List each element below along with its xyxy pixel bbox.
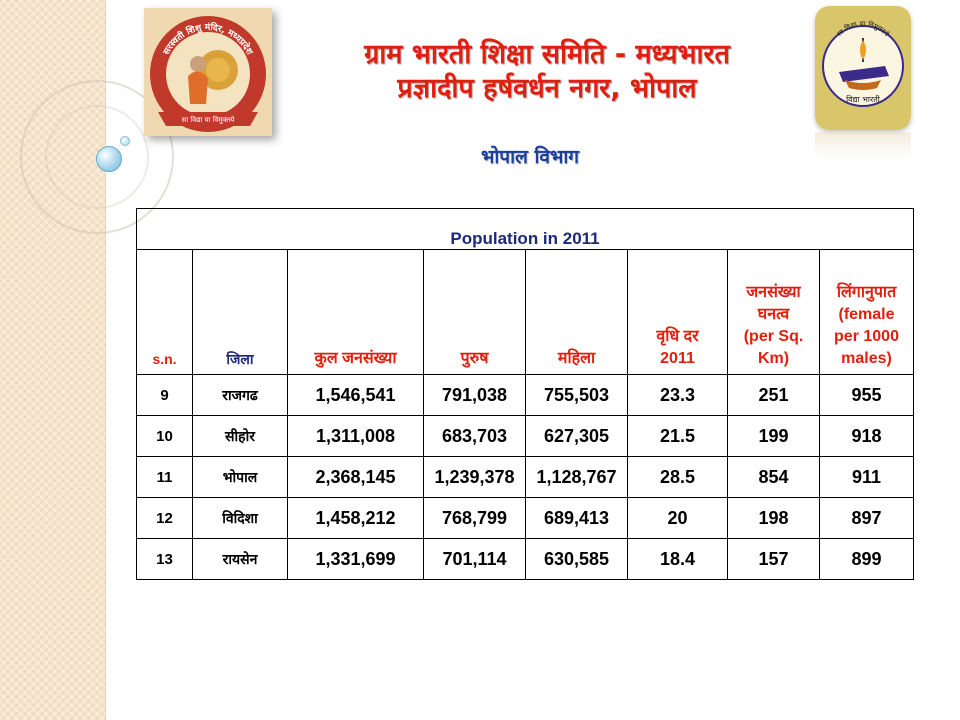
- cell-male: 683,703: [424, 416, 526, 457]
- cell-female: 755,503: [526, 375, 628, 416]
- cell-male: 1,239,378: [424, 457, 526, 498]
- cell-district: राजगढ: [193, 375, 288, 416]
- cell-density: 854: [728, 457, 820, 498]
- cell-total: 1,331,699: [288, 539, 424, 580]
- cell-sn: 12: [137, 498, 193, 539]
- header-density-line: (per Sq.: [743, 328, 804, 345]
- cell-district: रायसेन: [193, 539, 288, 580]
- cell-density: 199: [728, 416, 820, 457]
- header-growth-rate: [628, 250, 728, 375]
- cell-density: 157: [728, 539, 820, 580]
- cell-sn: 9: [137, 375, 193, 416]
- table-caption-row: [137, 209, 914, 250]
- header-male: पुरुष: [424, 250, 526, 375]
- cell-district: विदिशा: [193, 498, 288, 539]
- cell-total: 1,458,212: [288, 498, 424, 539]
- cell-growth: 18.4: [628, 539, 728, 580]
- cell-sex-ratio: 899: [820, 539, 914, 580]
- title-line-1: ग्राम भारती शिक्षा समिति - मध्यभारत: [364, 39, 730, 70]
- table-row: [137, 457, 914, 498]
- header-density-line: घनत्व: [757, 306, 790, 323]
- cell-district: सीहोर: [193, 416, 288, 457]
- population-table: [136, 208, 914, 580]
- cell-growth: 21.5: [628, 416, 728, 457]
- cell-female: 689,413: [526, 498, 628, 539]
- header-sex-ratio-line: per 1000: [834, 328, 899, 345]
- cell-total: 1,311,008: [288, 416, 424, 457]
- cell-district: भोपाल: [193, 457, 288, 498]
- cell-sn: 13: [137, 539, 193, 580]
- decorative-bubble-icon: [96, 146, 122, 172]
- decorative-bubble-small-icon: [120, 136, 130, 146]
- right-logo-top-text: सा विद्या या विमुक्तये: [835, 19, 891, 39]
- table-row: [137, 416, 914, 457]
- cell-density: 198: [728, 498, 820, 539]
- cell-female: 1,128,767: [526, 457, 628, 498]
- cell-growth: 23.3: [628, 375, 728, 416]
- header-sn: s.n.: [137, 250, 193, 375]
- cell-female: 630,585: [526, 539, 628, 580]
- cell-sn: 11: [137, 457, 193, 498]
- header-sex-ratio-line: लिंगानुपात: [836, 284, 897, 301]
- table-caption: Population in 2011: [137, 209, 914, 250]
- title-line-2: प्रज्ञादीप हर्षवर्धन नगर, भोपाल: [397, 73, 697, 104]
- table-row: [137, 375, 914, 416]
- cell-female: 627,305: [526, 416, 628, 457]
- header-total-population: कुल जनसंख्या: [288, 250, 424, 375]
- cell-sex-ratio: 911: [820, 457, 914, 498]
- header-sex-ratio-line: (female: [838, 306, 895, 323]
- cell-sex-ratio: 897: [820, 498, 914, 539]
- cell-male: 768,799: [424, 498, 526, 539]
- header-growth-line: वृधि दर: [656, 328, 699, 345]
- header-density: [728, 250, 820, 375]
- header-district: जिला: [193, 250, 288, 375]
- cell-male: 701,114: [424, 539, 526, 580]
- page-subtitle: भोपाल विभाग: [481, 146, 579, 168]
- cell-male: 791,038: [424, 375, 526, 416]
- header-density-line: जनसंख्या: [746, 284, 801, 301]
- right-logo-bottom-text: विद्या भारती: [846, 95, 880, 104]
- left-logo-arc-text: सरस्वती शिशु मंदिर, मध्यप्रदेश: [161, 22, 255, 57]
- cell-total: 2,368,145: [288, 457, 424, 498]
- header-growth-line: 2011: [660, 350, 695, 367]
- cell-sex-ratio: 955: [820, 375, 914, 416]
- table-header-row: [137, 250, 914, 375]
- cell-density: 251: [728, 375, 820, 416]
- cell-growth: 20: [628, 498, 728, 539]
- header-sex-ratio-line: males): [841, 350, 892, 367]
- page-title: [272, 38, 822, 106]
- header-sex-ratio: [820, 250, 914, 375]
- cell-sex-ratio: 918: [820, 416, 914, 457]
- header-density-line: Km): [757, 350, 790, 367]
- header-female: महिला: [526, 250, 628, 375]
- cell-growth: 28.5: [628, 457, 728, 498]
- table-row: [137, 539, 914, 580]
- table-row: [137, 498, 914, 539]
- left-logo-banner-text: सा विद्या या विमुक्तये: [181, 116, 235, 124]
- cell-sn: 10: [137, 416, 193, 457]
- saraswati-shishu-mandir-logo: [144, 8, 272, 136]
- cell-total: 1,546,541: [288, 375, 424, 416]
- logo-reflection: [815, 132, 911, 162]
- vidya-bharati-logo: [815, 6, 911, 130]
